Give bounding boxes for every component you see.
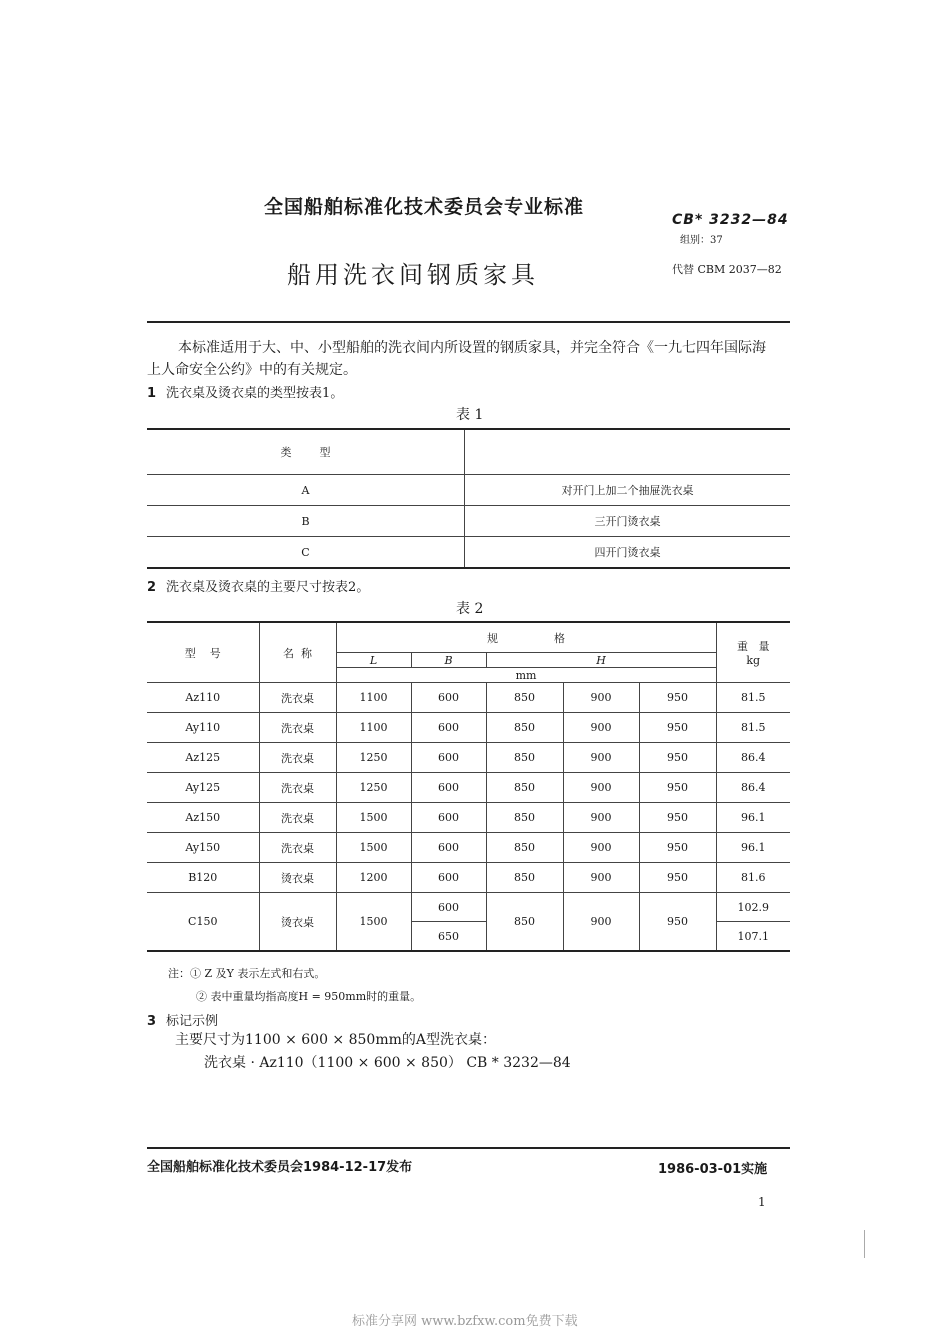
table-2 xyxy=(147,621,790,952)
cell-B: 600 xyxy=(411,893,486,922)
cell-name: 洗衣桌 xyxy=(259,683,336,713)
table-row xyxy=(147,863,790,893)
cell-name: 洗衣桌 xyxy=(259,743,336,773)
section-3-number: 3 xyxy=(147,1014,157,1029)
table-2-caption: 表 2 xyxy=(456,601,484,617)
cell-B: 650 xyxy=(411,922,486,952)
cell-L: 1500 xyxy=(336,833,411,863)
cell-weight: 96.1 xyxy=(716,803,790,833)
cell-name: 烫衣桌 xyxy=(259,893,336,952)
cell-H3: 950 xyxy=(639,743,716,773)
cell-name: 洗衣桌 xyxy=(259,833,336,863)
table-2-header-H: H xyxy=(486,653,716,668)
section-2-number: 2 xyxy=(147,580,157,595)
committee-heading: 全国船舶标准化技术委员会专业标准 xyxy=(264,196,585,218)
cell-H2: 900 xyxy=(563,803,639,833)
table-1-header-desc xyxy=(465,429,791,475)
cell-H1: 850 xyxy=(486,773,563,803)
note-2: ② 表中重量均指高度H = 950mm时的重量。 xyxy=(196,990,422,1003)
table-2-header-unit: mm xyxy=(336,668,716,683)
cell-H1: 850 xyxy=(486,833,563,863)
cell-name: 洗衣桌 xyxy=(259,773,336,803)
table-1-cell-type: A xyxy=(147,475,465,506)
cell-H1: 850 xyxy=(486,683,563,713)
cell-H2: 900 xyxy=(563,683,639,713)
cell-B: 600 xyxy=(411,803,486,833)
cell-weight: 96.1 xyxy=(716,833,790,863)
table-2-header-L: L xyxy=(336,653,411,668)
section-1 xyxy=(147,382,343,401)
cell-H1: 850 xyxy=(486,803,563,833)
group-number: 组别：37 xyxy=(680,235,723,246)
cell-L: 1200 xyxy=(336,863,411,893)
cell-H3: 950 xyxy=(639,893,716,952)
table-row xyxy=(147,743,790,773)
cell-model: Az110 xyxy=(147,683,259,713)
table-2-header-row xyxy=(147,622,790,653)
cell-H3: 950 xyxy=(639,713,716,743)
table-row xyxy=(147,833,790,863)
table-1-cell-type: B xyxy=(147,506,465,537)
table-2-header-model: 型 号 xyxy=(147,622,259,683)
table-1-header-row xyxy=(147,429,790,475)
cell-weight: 81.5 xyxy=(716,683,790,713)
table-row xyxy=(147,773,790,803)
cell-L: 1100 xyxy=(336,683,411,713)
cell-B: 600 xyxy=(411,683,486,713)
cell-name: 洗衣桌 xyxy=(259,803,336,833)
cell-H3: 950 xyxy=(639,683,716,713)
table-1-caption: 表 1 xyxy=(456,407,484,423)
replaces-code: 代替 CBM 2037—82 xyxy=(672,263,782,276)
cell-H1: 850 xyxy=(486,863,563,893)
issued-date: 全国船舶标准化技术委员会1984-12-17发布 xyxy=(147,1160,413,1175)
table-1 xyxy=(147,428,790,569)
table-1-cell-desc: 三开门烫衣桌 xyxy=(465,506,791,537)
intro-paragraph xyxy=(147,337,792,381)
table-row xyxy=(147,506,790,537)
cell-weight: 86.4 xyxy=(716,773,790,803)
section-3-line-2: 洗衣桌 · Az110（1100 × 600 × 850） CB * 3232—84 xyxy=(204,1055,571,1071)
table-2-header-spec: 规 格 xyxy=(336,622,716,653)
table-2-header-name: 名 称 xyxy=(259,622,336,683)
cell-model: Az150 xyxy=(147,803,259,833)
cell-B: 600 xyxy=(411,743,486,773)
table-1-cell-desc: 对开门上加二个抽屉洗衣桌 xyxy=(465,475,791,506)
cell-name: 烫衣桌 xyxy=(259,863,336,893)
cell-L: 1250 xyxy=(336,743,411,773)
cell-H3: 950 xyxy=(639,773,716,803)
table-2-weight-label: 重 量 xyxy=(737,640,770,653)
cell-B: 600 xyxy=(411,863,486,893)
cell-H2: 900 xyxy=(563,893,639,952)
cell-model: C150 xyxy=(147,893,259,952)
table-1-cell-type: C xyxy=(147,537,465,569)
table-row xyxy=(147,537,790,569)
table-row xyxy=(147,683,790,713)
header-rule xyxy=(147,321,790,323)
intro-line-2: 上人命安全公约》中的有关规定。 xyxy=(147,362,357,378)
cell-H1: 850 xyxy=(486,743,563,773)
effective-date: 1986-03-01实施 xyxy=(658,1162,768,1177)
cell-H2: 900 xyxy=(563,713,639,743)
cell-H2: 900 xyxy=(563,833,639,863)
cell-model: Ay110 xyxy=(147,713,259,743)
table-row xyxy=(147,475,790,506)
intro-line-1: 本标准适用于大、中、小型船舶的洗衣间内所设置的钢质家具，并完全符合《一九七四年国际海 xyxy=(178,340,766,356)
footer-rule xyxy=(147,1147,790,1149)
cell-H3: 950 xyxy=(639,803,716,833)
standard-code: CB* 3232—84 xyxy=(672,212,789,228)
note-1: 注：① Z 及Y 表示左式和右式。 xyxy=(168,967,326,980)
cell-model: Ay125 xyxy=(147,773,259,803)
table-2-header-B: B xyxy=(411,653,486,668)
cell-L: 1500 xyxy=(336,893,411,952)
table-2-header-weight xyxy=(716,622,790,683)
cell-L: 1500 xyxy=(336,803,411,833)
cell-H1: 850 xyxy=(486,893,563,952)
cell-weight: 81.5 xyxy=(716,713,790,743)
section-3-line-1: 主要尺寸为1100 × 600 × 850mm的A型洗衣桌： xyxy=(175,1032,496,1048)
page-number: 1 xyxy=(758,1195,766,1209)
cell-model: Az125 xyxy=(147,743,259,773)
table-row xyxy=(147,893,790,922)
section-1-text: 洗衣桌及烫衣桌的类型按表1。 xyxy=(166,386,344,401)
cell-weight: 86.4 xyxy=(716,743,790,773)
cell-H2: 900 xyxy=(563,863,639,893)
table-1-cell-desc: 四开门烫衣桌 xyxy=(465,537,791,569)
cell-L: 1100 xyxy=(336,713,411,743)
cell-H2: 900 xyxy=(563,743,639,773)
cell-weight: 102.9 xyxy=(716,893,790,922)
cell-L: 1250 xyxy=(336,773,411,803)
cell-B: 600 xyxy=(411,713,486,743)
scan-artifact xyxy=(864,1230,865,1258)
table-row xyxy=(147,713,790,743)
section-2-text: 洗衣桌及烫衣桌的主要尺寸按表2。 xyxy=(166,580,370,595)
section-3 xyxy=(147,1010,218,1029)
cell-H3: 950 xyxy=(639,863,716,893)
table-2-weight-unit: kg xyxy=(746,654,761,667)
cell-H1: 850 xyxy=(486,713,563,743)
cell-weight: 81.6 xyxy=(716,863,790,893)
section-2 xyxy=(147,576,369,595)
cell-B: 600 xyxy=(411,773,486,803)
cell-H2: 900 xyxy=(563,773,639,803)
page-title: 船用洗衣间钢质家具 xyxy=(287,261,539,289)
section-1-number: 1 xyxy=(147,386,157,401)
table-1-header-type: 类 型 xyxy=(147,429,465,475)
watermark-text: 标准分享网 www.bzfxw.com免费下载 xyxy=(352,1314,578,1329)
cell-model: B120 xyxy=(147,863,259,893)
cell-name: 洗衣桌 xyxy=(259,713,336,743)
cell-H3: 950 xyxy=(639,833,716,863)
cell-weight: 107.1 xyxy=(716,922,790,952)
section-3-text: 标记示例 xyxy=(166,1014,219,1029)
cell-model: Ay150 xyxy=(147,833,259,863)
cell-B: 600 xyxy=(411,833,486,863)
table-row xyxy=(147,803,790,833)
